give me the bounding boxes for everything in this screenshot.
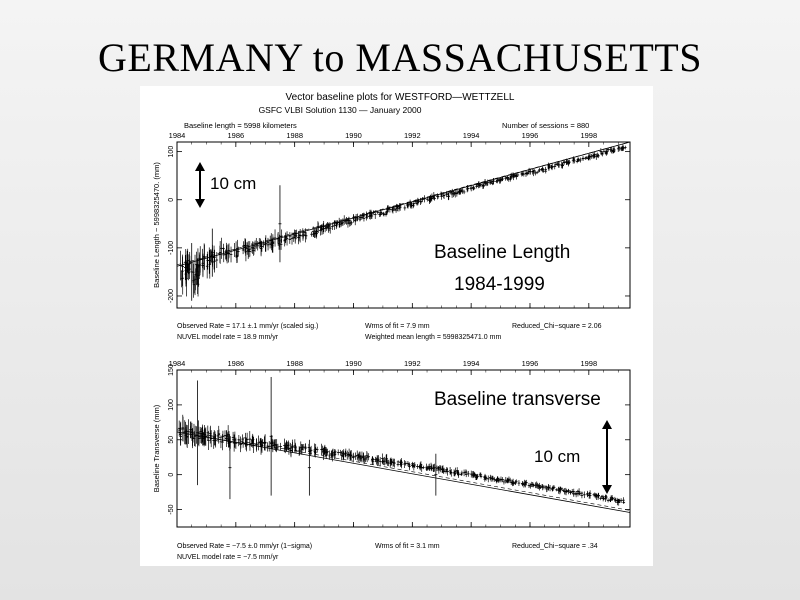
plot-panel [140, 86, 653, 566]
baseline-length-label: Baseline length = 5998 kilometers [184, 121, 297, 130]
top-y-tick-label: -100 [168, 240, 175, 255]
bottom-scale-arrow-head-up [602, 420, 612, 429]
top-nuvel-rate: NUVEL model rate = 18.9 mm/yr [177, 334, 279, 341]
top-x-tick-label: 1984 [168, 131, 186, 140]
top-chi-square: Reduced_Chi−square = 2.06 [512, 323, 602, 330]
top-plot-label: Baseline Length [434, 242, 571, 263]
top-x-tick-label: 1992 [403, 131, 421, 140]
bottom-y-tick-label: -50 [168, 504, 175, 515]
bottom-y-tick-label: 150 [168, 364, 175, 376]
top-observed-rate: Observed Rate = 17.1 ±.1 mm/yr (scaled sig.) [177, 323, 319, 330]
bottom-y-axis-label: Baseline Transverse (mm) [152, 404, 161, 493]
bottom-wrms: Wrms of fit = 3.1 mm [375, 543, 440, 550]
bottom-x-tick-label: 1986 [227, 359, 245, 368]
bottom-x-tick-label: 1988 [286, 359, 304, 368]
baseline-transverse-plot [152, 359, 630, 527]
bottom-model-line [177, 430, 630, 511]
bottom-fit-line [177, 432, 630, 513]
bottom-y-tick-label: 0 [168, 472, 175, 477]
bottom-x-tick-label: 1996 [521, 359, 539, 368]
top-x-tick-label: 1996 [521, 131, 539, 140]
bottom-y-tick-label: 50 [168, 435, 175, 444]
bottom-x-tick-label: 1994 [462, 359, 480, 368]
top-weighted-mean: Weighted mean length = 5998325471.0 mm [365, 334, 502, 341]
top-y-tick-label: -200 [168, 288, 175, 303]
sessions-label: Number of sessions = 880 [502, 121, 590, 130]
bottom-observed-rate: Observed Rate = −7.5 ±.0 mm/yr (1−sigma) [177, 543, 313, 550]
bottom-x-tick-label: 1992 [403, 359, 421, 368]
top-y-axis-label: Baseline Length − 5998325470. (mm) [152, 162, 161, 288]
top-x-tick-label: 1994 [462, 131, 480, 140]
top-x-tick-label: 1998 [580, 131, 598, 140]
top-y-tick-label: 0 [168, 197, 175, 202]
baseline-length-plot [152, 131, 630, 308]
vlbi-figure [140, 86, 653, 566]
bottom-chi-square: Reduced_Chi−square = .34 [512, 543, 598, 550]
top-plot-range: 1984-1999 [454, 274, 545, 295]
bottom-scale-arrow-head-down [602, 485, 612, 494]
top-x-tick-label: 1990 [345, 131, 362, 140]
slide-title: GERMANY to MASSACHUSETTS [98, 35, 702, 80]
top-scale-arrow-head-up [195, 162, 205, 171]
top-wrms: Wrms of fit = 7.9 mm [365, 323, 430, 330]
top-scale-arrow-head-down [195, 199, 205, 208]
bottom-y-tick-label: 100 [168, 399, 175, 411]
top-y-tick-label: 100 [168, 145, 175, 158]
figure-subtitle: GSFC VLBI Solution 1130 — January 2000 [258, 105, 422, 115]
bottom-x-tick-label: 1998 [580, 359, 598, 368]
bottom-nuvel-rate: NUVEL model rate = −7.5 mm/yr [177, 554, 279, 561]
figure-title: Vector baseline plots for WESTFORD—WETTZELL [285, 92, 515, 103]
bottom-x-tick-label: 1990 [345, 359, 362, 368]
top-x-tick-label: 1988 [286, 131, 304, 140]
bottom-plot-label: Baseline transverse [434, 389, 601, 410]
bottom-scale-label: 10 cm [534, 447, 581, 466]
top-x-tick-label: 1986 [227, 131, 245, 140]
bottom-x-tick-label: 1984 [168, 359, 186, 368]
top-scale-label: 10 cm [210, 174, 257, 193]
